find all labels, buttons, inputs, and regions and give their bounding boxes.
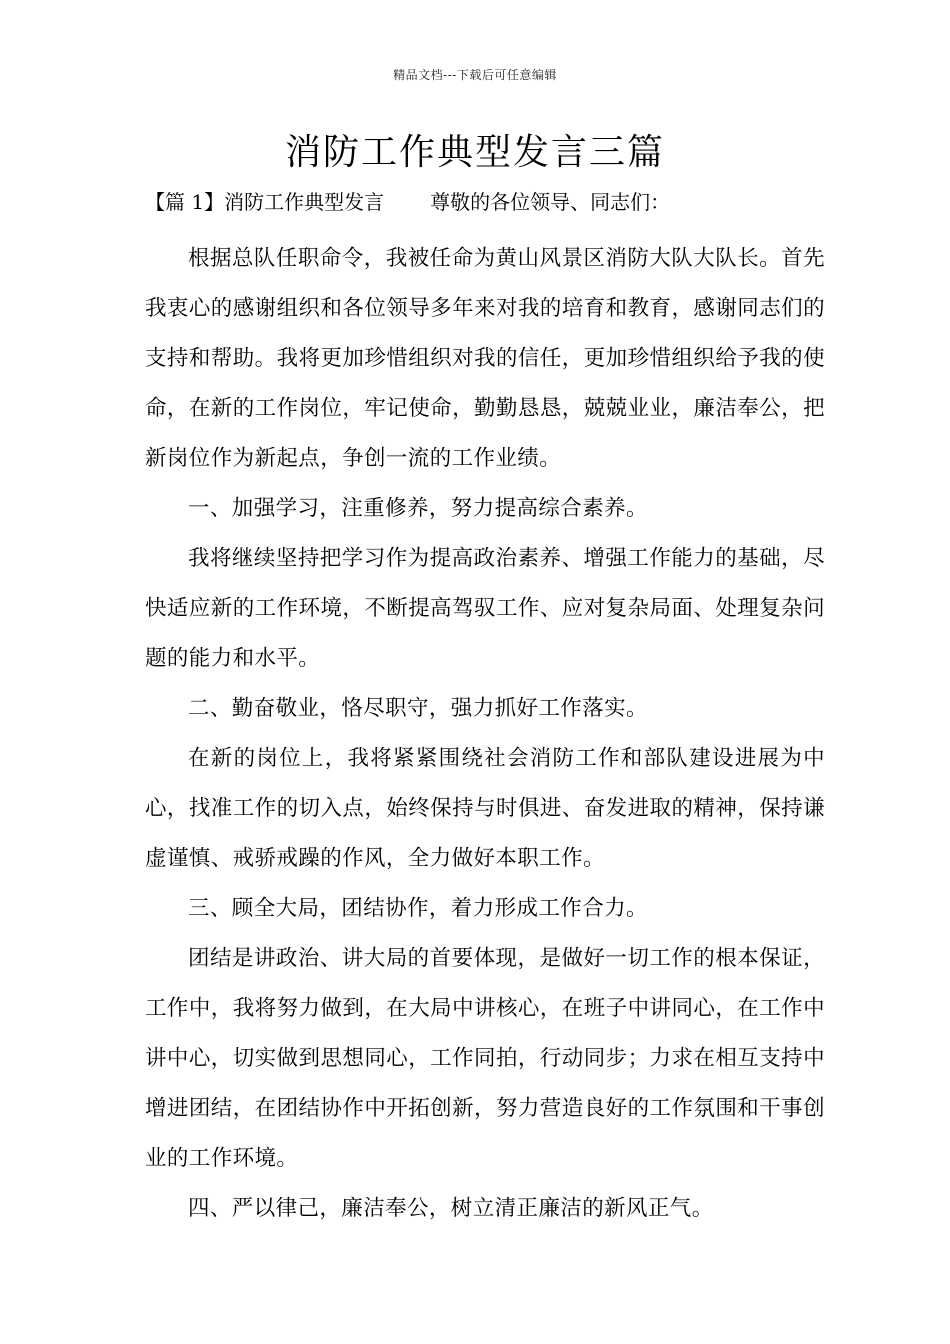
section-heading-2: 二、勤奋敬业，恪尽职守，强力抓好工作落实。	[188, 696, 648, 721]
salutation: 尊敬的各位领导、同志们：	[430, 190, 671, 214]
paragraph-1: 根据总队任职命令，我被任命为黄山风景区消防大队大队长。首先我衷心的感谢组织和各位领导多年来对我的培育和教育，感谢同志们的支持和帮助。我将更加珍惜组织对我的信任，更加珍惜组织给予我的使命，在新的工作岗位，牢记使命，勤勤恳恳，兢兢业业，廉洁奉公，把新岗位作为新起点，争创一流的工作业绩。	[145, 246, 825, 471]
paragraph-2: 我将继续坚持把学习作为提高政治素养、增强工作能力的基础，尽快适应新的工作环境，不断提高驾驭工作、应对复杂局面、处理复杂问题的能力和水平。	[145, 546, 825, 671]
section-label: 【篇 1】消防工作典型发言	[145, 190, 385, 214]
section-heading-1: 一、加强学习，注重修养，努力提高综合素养。	[188, 496, 648, 521]
document-title: 消防工作典型发言三篇	[284, 132, 665, 173]
paragraph-3: 在新的岗位上，我将紧紧围绕社会消防工作和部队建设进展为中心，找准工作的切入点，始终保持与时俱进、奋发进取的精神，保持谦虚谨慎、戒骄戒躁的作风，全力做好本职工作。	[145, 746, 825, 871]
paragraph-4: 团结是讲政治、讲大局的首要体现，是做好一切工作的根本保证，工作中，我将努力做到，在大局中讲核心，在班子中讲同心，在工作中讲中心，切实做到思想同心，工作同拍，行动同步；力求在相互支持中增进团结，在团结协作中开拓创新，努力营造良好的工作氛围和干事创业的工作环境。	[145, 946, 825, 1171]
header-note: 精品文档---下载后可任意编辑	[393, 68, 557, 82]
section-heading-4: 四、严以律己，廉洁奉公，树立清正廉洁的新风正气。	[188, 1196, 714, 1221]
document-body	[145, 185, 825, 1234]
section-heading-3: 三、顾全大局，团结协作，着力形成工作合力。	[188, 896, 648, 921]
intro-line	[145, 185, 825, 219]
